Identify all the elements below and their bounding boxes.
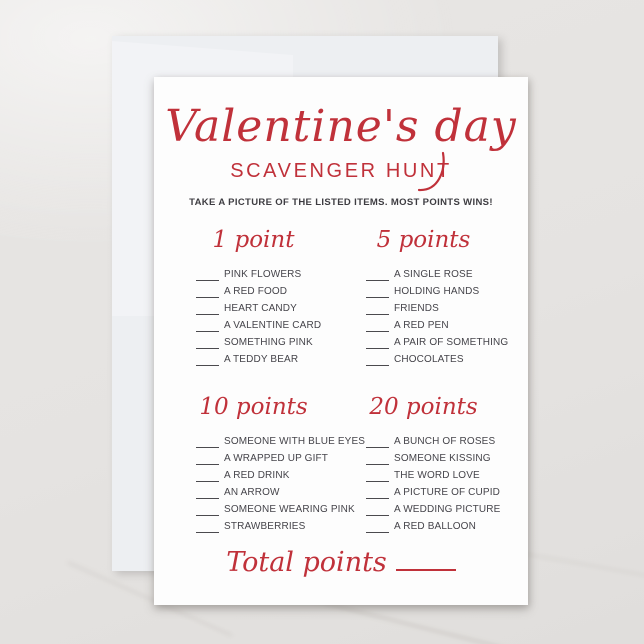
- checklist-item: [196, 448, 366, 465]
- checklist: [366, 264, 536, 366]
- checklist-item: [196, 465, 366, 482]
- checklist-item-label: PINK FLOWERS: [224, 268, 302, 280]
- checklist-item-label: A VALENTINE CARD: [224, 319, 322, 331]
- section-5-points: [366, 225, 536, 366]
- checklist-item-label: FRIENDS: [394, 302, 439, 314]
- write-in-blank: [366, 453, 389, 465]
- checklist-item-label: A PAIR OF SOMETHING: [394, 336, 509, 348]
- checklist-item: [366, 332, 536, 349]
- checklist-item-label: A WRAPPED UP GIFT: [224, 452, 329, 464]
- checklist-item-label: SOMEONE WITH BLUE EYES: [224, 435, 366, 447]
- write-in-blank: [196, 504, 219, 516]
- checklist: [196, 264, 366, 366]
- write-in-blank: [366, 504, 389, 516]
- write-in-blank: [366, 436, 389, 448]
- checklist: [366, 431, 536, 533]
- write-in-blank: [366, 337, 389, 349]
- checklist-item: [196, 281, 366, 298]
- write-in-blank: [366, 303, 389, 315]
- section-20-points: [366, 392, 536, 533]
- checklist-item: [196, 516, 366, 533]
- checklist-item: [196, 264, 366, 281]
- write-in-blank: [366, 269, 389, 281]
- checklist-item: [366, 315, 536, 332]
- title-tail-flourish-icon: [416, 151, 446, 195]
- checklist-item-label: A RED BALLOON: [394, 520, 476, 532]
- section-heading: 20 points: [369, 393, 478, 420]
- checklist-item-label: A BUNCH OF ROSES: [394, 435, 496, 447]
- checklist-item-label: A RED PEN: [394, 319, 449, 331]
- checklist-item: [366, 264, 536, 281]
- checklist-item-label: HEART CANDY: [224, 302, 297, 314]
- write-in-blank: [196, 337, 219, 349]
- checklist-item: [196, 332, 366, 349]
- write-in-blank: [196, 436, 219, 448]
- write-in-blank: [366, 286, 389, 298]
- checklist-item-label: SOMEONE WEARING PINK: [224, 503, 355, 515]
- card-subtitle: SCAVENGER HUNT: [230, 159, 452, 182]
- checklist-item: [366, 482, 536, 499]
- checklist-item: [366, 516, 536, 533]
- section-1-point: [196, 225, 366, 366]
- checklist-item-label: A WEDDING PICTURE: [394, 503, 501, 515]
- write-in-blank: [196, 470, 219, 482]
- checklist-item-label: A PICTURE OF CUPID: [394, 486, 501, 498]
- checklist-item: [196, 315, 366, 332]
- checklist-item: [366, 499, 536, 516]
- write-in-blank: [366, 487, 389, 499]
- write-in-blank: [196, 453, 219, 465]
- checklist-item: [366, 431, 536, 448]
- checklist-item-label: HOLDING HANDS: [394, 285, 480, 297]
- checklist-item: [366, 281, 536, 298]
- write-in-blank: [366, 521, 389, 533]
- checklist-item: [366, 298, 536, 315]
- checklist-item-label: THE WORD LOVE: [394, 469, 480, 481]
- write-in-blank: [196, 521, 219, 533]
- section-heading: 5 points: [376, 226, 471, 253]
- write-in-blank: [366, 354, 389, 366]
- write-in-blank: [196, 286, 219, 298]
- total-points-row: [154, 545, 528, 580]
- write-in-blank: [196, 269, 219, 281]
- total-points-label: Total points: [226, 546, 387, 578]
- checklist-item: [196, 431, 366, 448]
- checklist-item-label: A TEDDY BEAR: [224, 353, 299, 365]
- section-heading: 1 point: [212, 226, 295, 253]
- checklist-item-label: SOMETHING PINK: [224, 336, 313, 348]
- checklist-item-label: SOMEONE KISSING: [394, 452, 491, 464]
- checklist-item: [196, 349, 366, 366]
- checklist-item-label: AN ARROW: [224, 486, 280, 498]
- checklist-item-label: A SINGLE ROSE: [394, 268, 473, 280]
- write-in-blank: [366, 320, 389, 332]
- total-points-blank: [396, 549, 456, 571]
- checklist-item: [366, 349, 536, 366]
- section-10-points: [196, 392, 366, 533]
- write-in-blank: [196, 303, 219, 315]
- write-in-blank: [196, 354, 219, 366]
- write-in-blank: [196, 487, 219, 499]
- checklist-item: [196, 482, 366, 499]
- points-sections: [154, 225, 528, 533]
- checklist-item: [366, 465, 536, 482]
- checklist-item: [366, 448, 536, 465]
- card-title: Valentine's day: [165, 101, 517, 152]
- checklist-item: [196, 499, 366, 516]
- section-heading: 10 points: [199, 393, 308, 420]
- scavenger-hunt-card: [154, 77, 528, 605]
- checklist: [196, 431, 366, 533]
- write-in-blank: [366, 470, 389, 482]
- checklist-item: [196, 298, 366, 315]
- write-in-blank: [196, 320, 219, 332]
- checklist-item-label: A RED DRINK: [224, 469, 290, 481]
- checklist-item-label: A RED FOOD: [224, 285, 288, 297]
- checklist-item-label: CHOCOLATES: [394, 353, 464, 365]
- checklist-item-label: STRAWBERRIES: [224, 520, 306, 532]
- instructions-text: TAKE A PICTURE OF THE LISTED ITEMS. MOST POINTS WINS!: [189, 196, 493, 208]
